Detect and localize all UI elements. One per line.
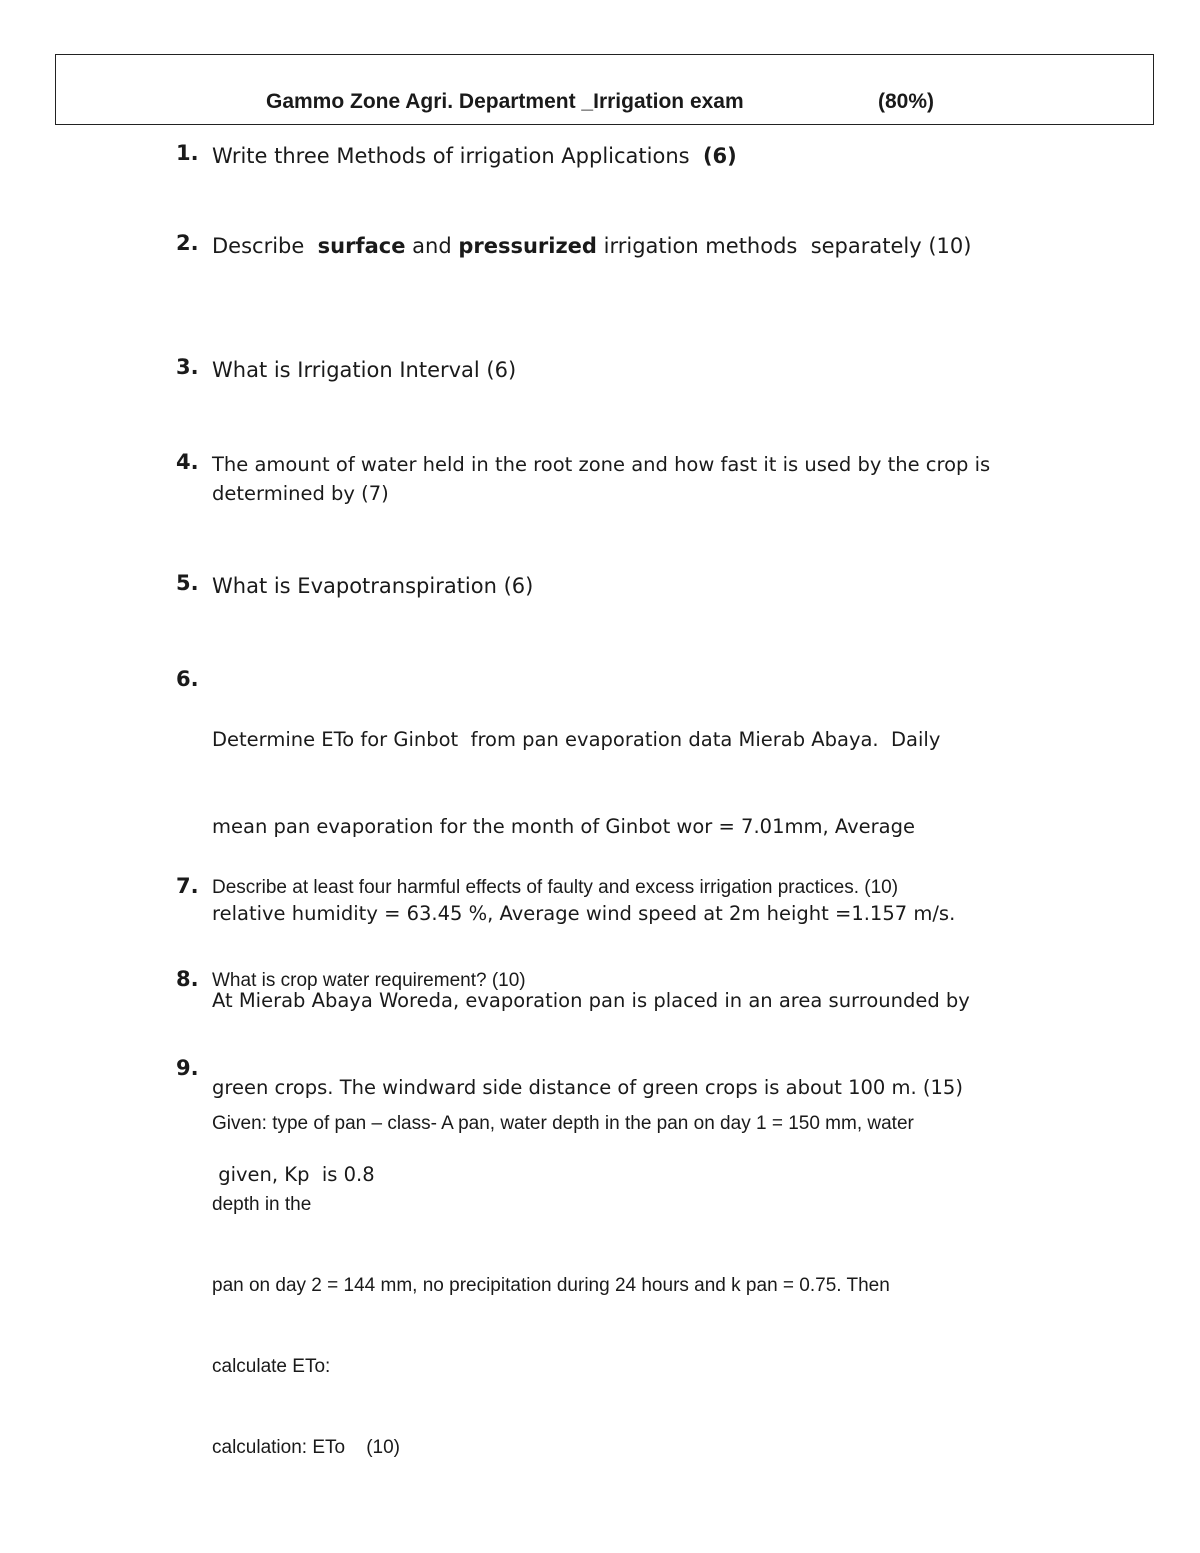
question-line: given, Kp is 0.8 (212, 1163, 375, 1186)
question-number: 6. (176, 667, 199, 691)
question-line: calculate ETo: (212, 1356, 331, 1377)
question-text: Describe surface and pressurized irrigation methods separately (10) (212, 234, 972, 258)
question-number: 1. (176, 141, 199, 165)
question-line: relative humidity = 63.45 %, Average wind speed at 2m height =1.157 m/s. (212, 902, 956, 925)
question-line: At Mierab Abaya Woreda, evaporation pan is placed in an area surrounded by (212, 989, 970, 1012)
question-number: 8. (176, 967, 199, 991)
question-8 (176, 967, 1076, 994)
question-text: Describe at least four harmful effects of faulty and excess irrigation practices. (10) (212, 877, 899, 898)
question-line: pan on day 2 = 144 mm, no precipitation during 24 hours and k pan = 0.75. Then (212, 1275, 890, 1296)
question-3 (176, 355, 1076, 385)
question-text: The amount of water held in the root zone and how fast it is used by the crop is determined by (7) (212, 453, 997, 505)
question-number: 4. (176, 450, 199, 474)
question-line: mean pan evaporation for the month of Ginbot wor = 7.01mm, Average (212, 815, 915, 838)
question-text: Write three Methods of irrigation Applications (6) (212, 144, 737, 168)
question-number: 2. (176, 231, 199, 255)
exam-score: (80%) (878, 90, 935, 113)
question-number: 3. (176, 355, 199, 379)
question-line: Given: type of pan – class- A pan, water depth in the pan on day 1 = 150 mm, water (212, 1113, 914, 1134)
question-text: What is crop water requirement? (10) (212, 970, 526, 991)
exam-title: Gammo Zone Agri. Department _Irrigation exam (266, 90, 744, 113)
question-line: Determine ETo for Ginbot from pan evaporation data Mierab Abaya. Daily (212, 728, 941, 751)
question-line: calculation: ETo (10) (212, 1437, 400, 1458)
question-9 (176, 1056, 1076, 1515)
question-text: What is Evapotranspiration (6) (212, 574, 534, 598)
question-number: 7. (176, 874, 199, 898)
question-text (212, 1056, 1076, 1515)
question-line: depth in the (212, 1194, 312, 1215)
question-number: 9. (176, 1056, 199, 1080)
question-5 (176, 571, 1076, 601)
question-7 (176, 874, 1076, 901)
question-2 (176, 231, 1036, 261)
question-4 (176, 450, 1066, 508)
question-1 (176, 141, 1076, 171)
question-line: green crops. The windward side distance of green crops is about 100 m. (15) (212, 1076, 963, 1099)
question-text: What is Irrigation Interval (6) (212, 358, 517, 382)
question-number: 5. (176, 571, 199, 595)
